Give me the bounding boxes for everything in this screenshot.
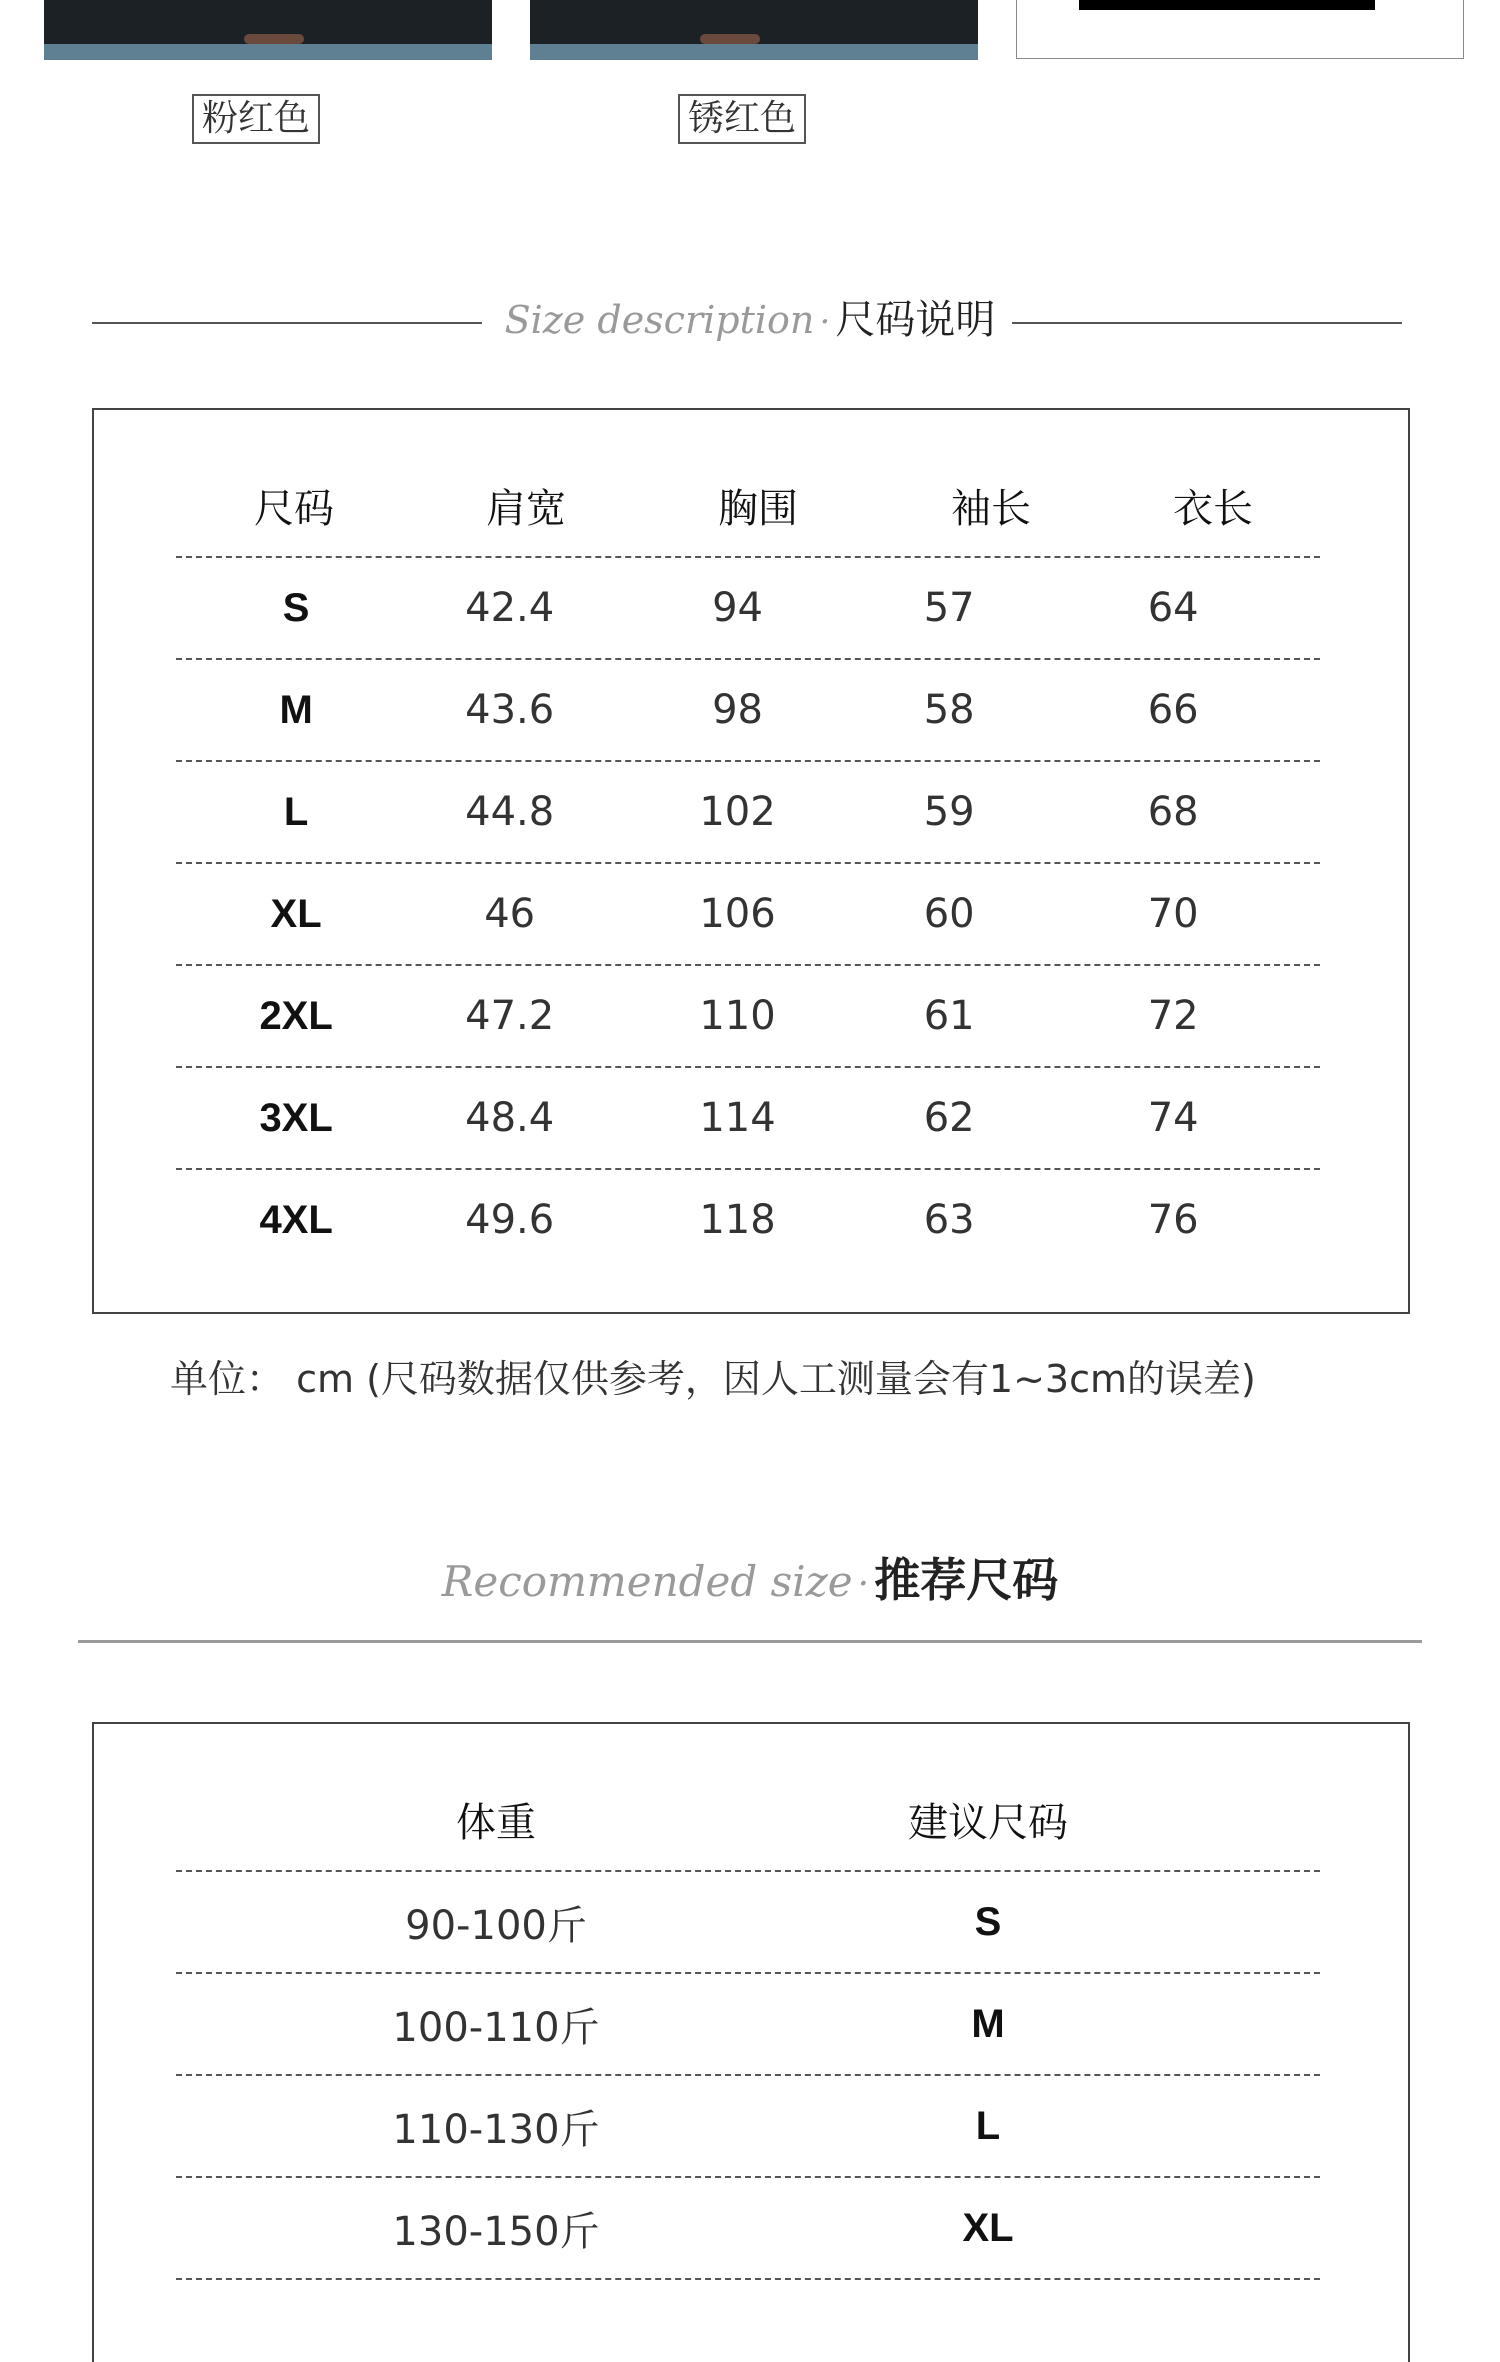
table-row (176, 2178, 1320, 2280)
swatch-label-pink[interactable]: 粉红色 (192, 94, 320, 144)
size-cell: M (971, 2001, 1005, 2046)
length-cell: 64 (1147, 585, 1199, 631)
table-row (176, 1170, 1320, 1270)
header-cell: 衣长 (1173, 485, 1253, 532)
table-row (176, 558, 1320, 660)
table-row (176, 2076, 1320, 2178)
sleeve-cell: 57 (923, 585, 975, 631)
shoulder-cell: 43.6 (465, 687, 555, 733)
header-cell: 胸围 (718, 485, 798, 532)
sleeve-cell: 63 (923, 1197, 975, 1243)
shoulder-cell: 46 (484, 891, 536, 937)
swatch-dark-bar (1079, 0, 1375, 10)
shoulder-cell: 44.8 (465, 789, 555, 835)
swatch-image-hand (700, 34, 760, 44)
size-cell: 4XL (259, 1197, 333, 1242)
length-cell: 72 (1147, 993, 1199, 1039)
length-cell: 74 (1147, 1095, 1199, 1141)
header-cell: 尺码 (254, 485, 334, 532)
chest-cell: 102 (699, 789, 776, 835)
size-section-title (500, 288, 1000, 345)
recommend-underline (78, 1640, 1422, 1643)
weight-cell: 90-100斤 (405, 1902, 587, 1949)
length-cell: 66 (1147, 687, 1199, 733)
swatch-image-floor (44, 44, 492, 60)
size-cell: S (974, 1899, 1002, 1944)
length-cell: 68 (1147, 789, 1199, 835)
recommend-section-title (400, 1544, 1100, 1610)
shoulder-cell: 49.6 (465, 1197, 555, 1243)
header-cell: 建议尺码 (908, 1799, 1068, 1846)
header-cell: 体重 (456, 1799, 536, 1846)
size-table-header (176, 454, 1320, 558)
shoulder-cell: 47.2 (465, 993, 555, 1039)
swatch-image-floor (530, 44, 978, 60)
chest-cell: 110 (699, 993, 776, 1039)
size-cell: S (282, 585, 310, 630)
chest-cell: 98 (712, 687, 763, 733)
size-cell: 2XL (259, 993, 333, 1038)
unit-note: 单位： cm (尺码数据仅供参考，因人工测量会有1~3cm的误差) (170, 1357, 1256, 1401)
header-line-left (92, 322, 482, 324)
sleeve-cell: 58 (923, 687, 975, 733)
sleeve-cell: 61 (923, 993, 975, 1039)
table-row (176, 660, 1320, 762)
chest-cell: 118 (699, 1197, 776, 1243)
swatch-image-hand (244, 34, 304, 44)
header-cell: 肩宽 (486, 485, 566, 532)
swatch-image-rust[interactable] (530, 0, 978, 60)
chest-cell: 94 (712, 585, 763, 631)
sleeve-cell: 59 (923, 789, 975, 835)
sleeve-cell: 60 (923, 891, 975, 937)
size-cell: L (975, 2103, 1001, 2148)
size-cell: 3XL (259, 1095, 333, 1140)
shoulder-cell: 42.4 (465, 585, 555, 631)
table-row (176, 1068, 1320, 1170)
size-title-separator: · (819, 302, 831, 342)
recommend-title-en: Recommended size (441, 1557, 853, 1606)
size-title-en: Size description (504, 298, 815, 342)
shoulder-cell: 48.4 (465, 1095, 555, 1141)
chest-cell: 114 (699, 1095, 776, 1141)
recommend-table-header (176, 1768, 1320, 1872)
recommend-title-separator: · (857, 1564, 870, 1605)
recommend-title-zh: 推荐尺码 (874, 1553, 1059, 1607)
chest-cell: 106 (699, 891, 776, 937)
length-cell: 76 (1147, 1197, 1199, 1243)
header-line-right (1012, 322, 1402, 324)
swatch-image-pink[interactable] (44, 0, 492, 60)
size-title-zh: 尺码说明 (835, 297, 996, 343)
weight-cell: 100-110斤 (392, 2004, 600, 2051)
size-cell: XL (270, 891, 322, 936)
table-row (176, 1872, 1320, 1974)
swatch-image-third[interactable] (1016, 0, 1464, 59)
table-row (176, 1974, 1320, 2076)
length-cell: 70 (1147, 891, 1199, 937)
sleeve-cell: 62 (923, 1095, 975, 1141)
size-cell: L (283, 789, 309, 834)
size-cell: M (279, 687, 313, 732)
table-row (176, 966, 1320, 1068)
header-cell: 袖长 (951, 485, 1031, 532)
swatch-label-rust[interactable]: 锈红色 (678, 94, 806, 144)
weight-cell: 130-150斤 (392, 2208, 600, 2255)
size-cell: XL (962, 2205, 1014, 2250)
weight-cell: 110-130斤 (392, 2106, 600, 2153)
table-row (176, 762, 1320, 864)
table-row (176, 864, 1320, 966)
